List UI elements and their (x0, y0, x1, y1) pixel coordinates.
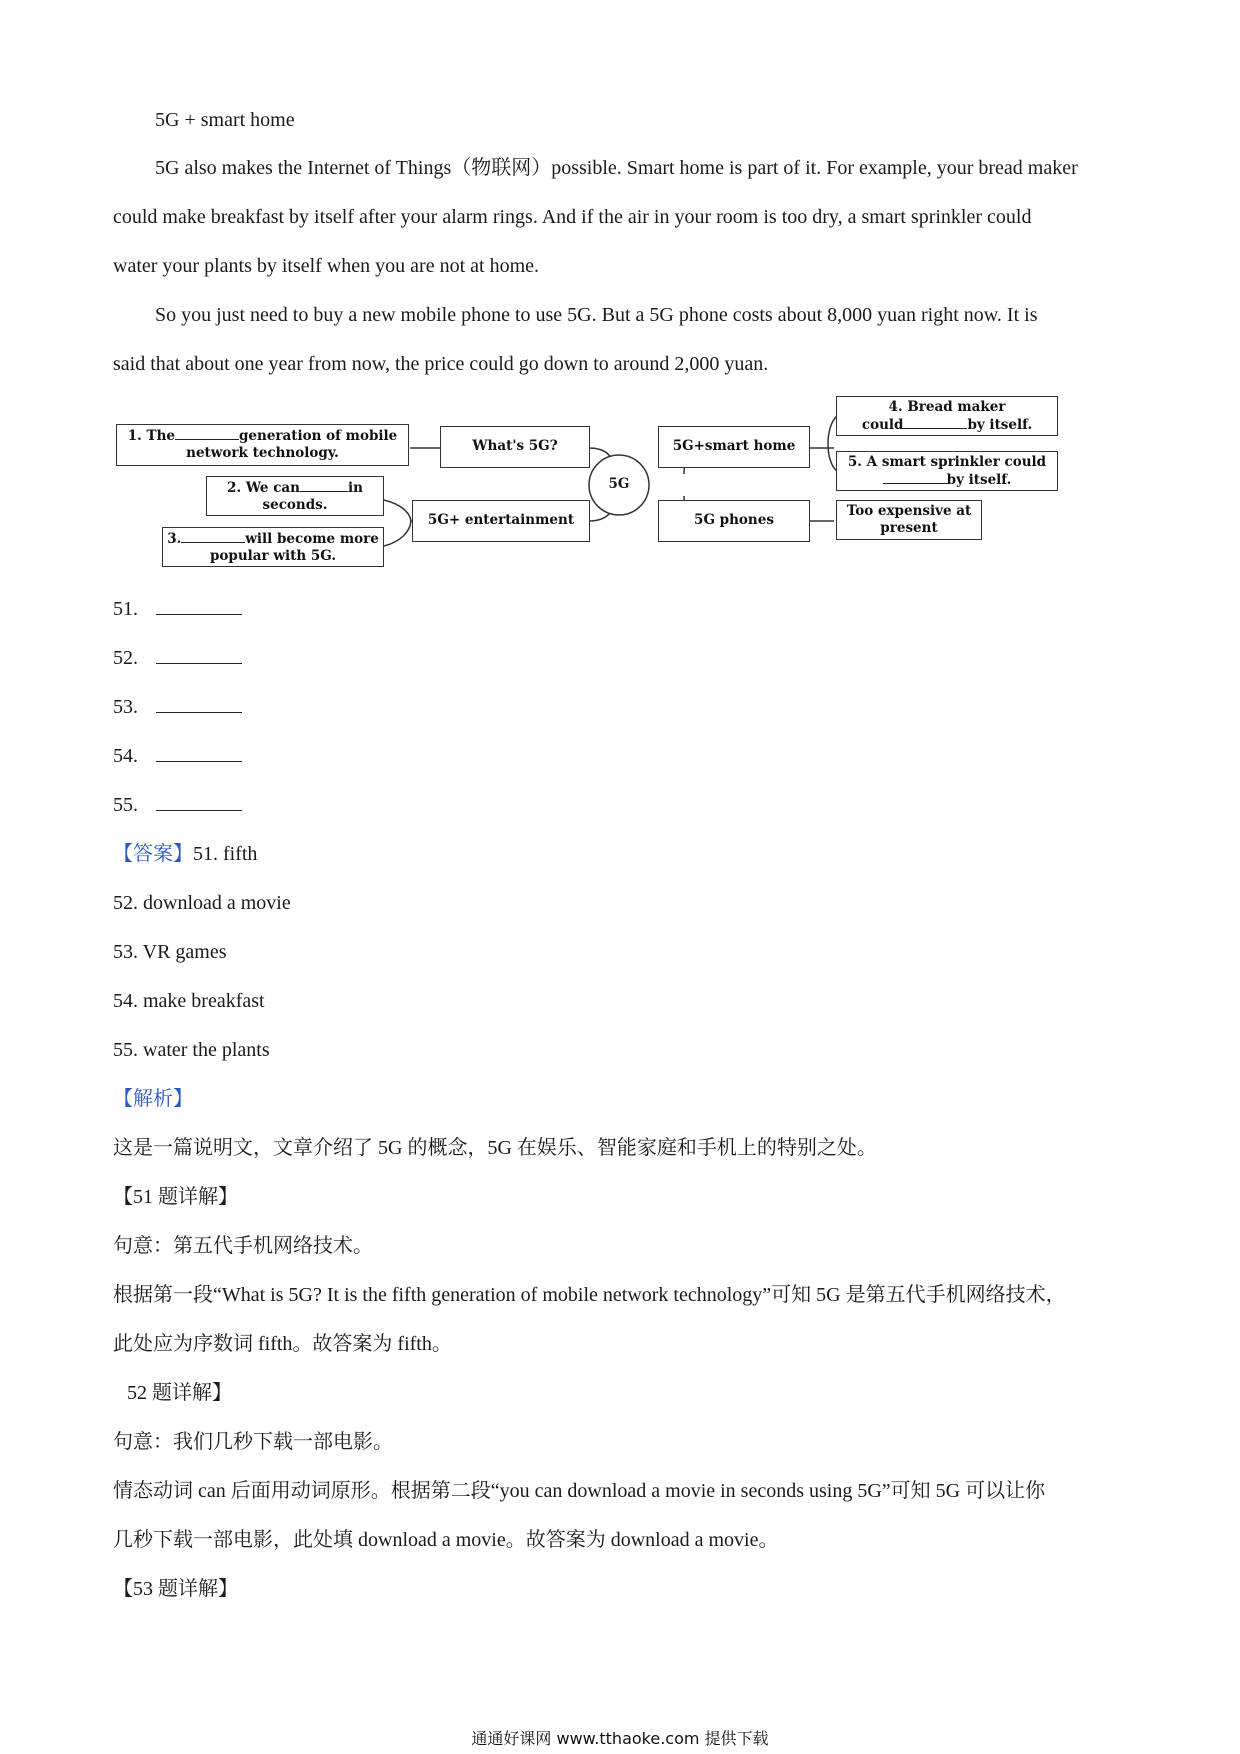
question-box-1 (116, 424, 409, 466)
smart-home-box: 5G+smart home (658, 426, 810, 468)
answer-blank (883, 471, 947, 484)
paragraph-line: said that about one year from now, the price could go down to around 2,000 yuan. (113, 353, 769, 375)
q51-meaning: 句意：第五代手机网络技术。 (113, 1235, 373, 1257)
analysis-label: 【解析】 (113, 1088, 193, 1110)
q51-explanation-line: 根据第一段“What is 5G? It is the fifth generation of mobile network technology”可知 5G 是第五代手机网络技术， (113, 1284, 1066, 1306)
question-53 (113, 693, 1133, 721)
box1-text-b: generation of mobile (238, 428, 398, 444)
paragraph-line: 5G also makes the Internet of Things（物联网）possible. Smart home is part of it. For example, your bread maker (155, 157, 1078, 179)
phones-detail-box (836, 500, 982, 540)
answer-51: 51. fifth (193, 843, 258, 865)
q52-title: 52 题详解】 (127, 1382, 232, 1404)
q52-explanation-line: 几秒下载一部电影，此处填 download a movie。故答案为 download a movie。 (113, 1529, 779, 1551)
box1-text-a: 1. The (127, 428, 175, 444)
question-number: 51. (113, 598, 138, 620)
question-55 (113, 791, 1133, 819)
q52-meaning: 句意：我们几秒下载一部电影。 (113, 1431, 393, 1453)
question-52 (113, 644, 1133, 672)
connector-curve (384, 500, 411, 521)
question-box-5 (836, 451, 1058, 491)
box3-text-c: popular with 5G. (209, 548, 337, 564)
box4-text-a: 4. Bread maker (888, 399, 1006, 415)
question-number: 54. (113, 745, 138, 767)
whats-5g-box: What's 5G? (440, 426, 590, 468)
question-number: 55. (113, 794, 138, 816)
answer-blank (156, 645, 242, 664)
paragraph-line: could make breakfast by itself after your alarm rings. And if the air in your room is too dry, a smart sprinkler could (113, 206, 1032, 228)
question-54 (113, 742, 1133, 770)
box1-text-c: network technology. (186, 445, 339, 461)
answer-blank (175, 427, 239, 440)
answer-54: 54. make breakfast (113, 990, 265, 1012)
answer-label: 【答案】 (113, 843, 193, 865)
question-number: 52. (113, 647, 138, 669)
question-51 (113, 595, 1133, 623)
box5-text-a: 5. A smart sprinkler could (847, 454, 1047, 470)
q52-explanation-line: 情态动词 can 后面用动词原形。根据第二段“you can download a movie in seconds using 5G”可知 5G 可以让你 (113, 1480, 1046, 1502)
q51-title: 【51 题详解】 (113, 1186, 238, 1208)
center-node-label: 5G (608, 476, 630, 492)
answer-line-51 (113, 840, 1133, 868)
question-box-4 (836, 396, 1058, 436)
answer-52: 52. download a movie (113, 892, 291, 914)
answer-55: 55. water the plants (113, 1039, 270, 1061)
q53-title: 【53 题详解】 (113, 1578, 238, 1600)
answer-blank (156, 743, 242, 762)
answer-blank (903, 416, 967, 429)
box2-text-a: 2. We can (227, 480, 300, 496)
question-box-2 (206, 476, 384, 516)
q51-explanation-line: 此处应为序数词 fifth。故答案为 fifth。 (113, 1333, 452, 1355)
question-box-3 (162, 527, 384, 567)
question-number: 53. (113, 696, 138, 718)
box4-text-c: by itself. (967, 417, 1033, 433)
answer-blank (156, 792, 242, 811)
box5-text-b: by itself. (946, 472, 1012, 488)
answer-blank (156, 596, 242, 615)
answer-blank (181, 530, 245, 543)
box2-text-b: in (347, 480, 363, 496)
box2-text-c: seconds. (262, 497, 328, 513)
answer-53: 53. VR games (113, 941, 227, 963)
paragraph-line: water your plants by itself when you are not at home. (113, 255, 539, 277)
box3-text-b: will become more (245, 531, 379, 547)
box6-text-b: present (880, 520, 938, 536)
connector-curve (384, 521, 411, 546)
paragraph-line: So you just need to buy a new mobile phone to use 5G. But a 5G phone costs about 8,000 yuan right now. It is (155, 304, 1038, 326)
box4-text-b: could (861, 417, 904, 433)
answer-blank (300, 479, 348, 492)
box6-text-a: Too expensive at (846, 503, 972, 519)
box3-text-a: 3. (167, 531, 182, 547)
analysis-summary: 这是一篇说明文，文章介绍了 5G 的概念，5G 在娱乐、智能家庭和手机上的特别之处。 (113, 1137, 877, 1159)
section-heading: 5G + smart home (155, 109, 295, 131)
entertainment-box: 5G+ entertainment (412, 500, 590, 542)
page-footer: 通通好课网 www.tthaoke.com 提供下载 (471, 1729, 769, 1748)
mind-map-diagram (110, 396, 1060, 580)
phones-box: 5G phones (658, 500, 810, 542)
answer-blank (156, 694, 242, 713)
